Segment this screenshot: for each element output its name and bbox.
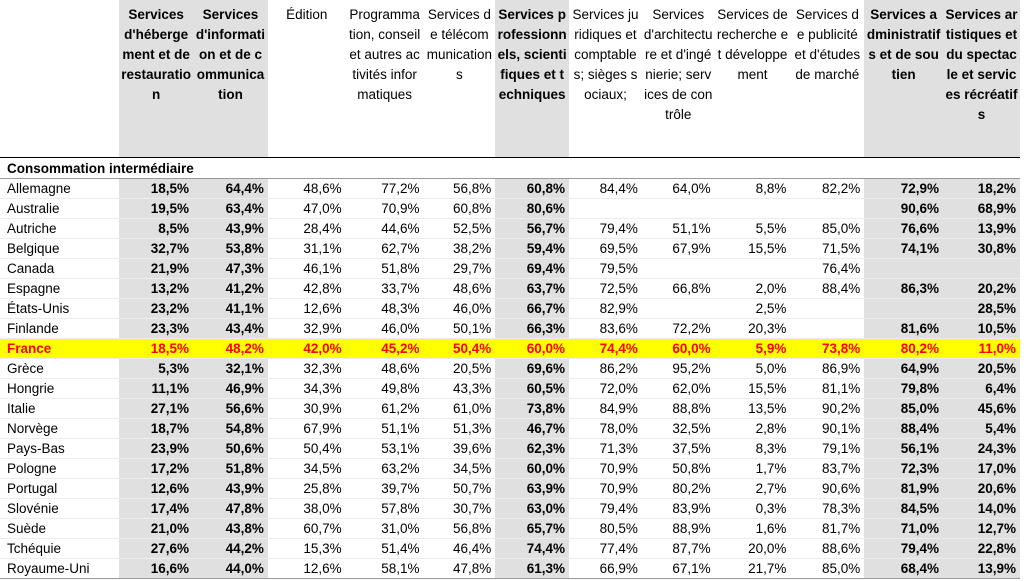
value-cell: 83,9% [642,499,715,519]
value-cell: 23,3% [119,319,193,339]
value-cell: 68,9% [943,199,1020,219]
value-cell: 5,5% [715,219,791,239]
value-cell: 2,5% [715,299,791,319]
table-row [0,299,1020,319]
value-cell: 20,2% [943,279,1020,299]
value-cell: 88,9% [642,519,715,539]
country-cell: Grèce [0,359,119,379]
value-cell: 53,8% [193,239,268,259]
table-row [0,339,1020,359]
country-cell: Slovénie [0,499,119,519]
country-cell: Pays-Bas [0,439,119,459]
value-cell: 47,0% [268,199,346,219]
value-cell: 13,5% [715,399,791,419]
value-cell: 43,8% [193,519,268,539]
value-cell: 60,0% [495,339,569,359]
table-row [0,359,1020,379]
value-cell: 70,9% [569,459,642,479]
table-row [0,519,1020,539]
table-row [0,479,1020,499]
value-cell: 15,3% [268,539,346,559]
table-row [0,459,1020,479]
value-cell: 62,7% [346,239,424,259]
value-cell: 22,8% [943,539,1020,559]
country-cell: Espagne [0,279,119,299]
value-cell: 64,0% [642,179,715,199]
value-cell: 20,0% [715,539,791,559]
value-cell: 88,8% [642,399,715,419]
value-cell: 72,9% [864,179,943,199]
value-cell: 30,8% [943,239,1020,259]
value-cell: 44,6% [346,219,424,239]
value-cell [642,299,715,319]
value-cell: 38,2% [424,239,496,259]
value-cell: 80,5% [569,519,642,539]
country-cell: Tchéquie [0,539,119,559]
country-cell: États-Unis [0,299,119,319]
table-row [0,559,1020,579]
value-cell: 32,9% [268,319,346,339]
value-cell: 72,0% [569,379,642,399]
value-cell: 63,7% [495,279,569,299]
value-cell: 86,3% [864,279,943,299]
value-cell: 60,7% [268,519,346,539]
value-cell: 46,7% [495,419,569,439]
value-cell: 46,4% [424,539,496,559]
value-cell: 10,5% [943,319,1020,339]
value-cell: 48,6% [268,179,346,199]
value-cell: 66,3% [495,319,569,339]
value-cell: 34,5% [424,459,496,479]
value-cell: 14,0% [943,499,1020,519]
value-cell: 60,0% [642,339,715,359]
value-cell: 5,9% [715,339,791,359]
value-cell: 66,8% [642,279,715,299]
value-cell: 64,4% [193,179,268,199]
value-cell: 50,6% [193,439,268,459]
value-cell: 15,5% [715,379,791,399]
value-cell: 8,8% [715,179,791,199]
country-cell: Pologne [0,459,119,479]
value-cell: 34,3% [268,379,346,399]
value-cell: 67,9% [268,419,346,439]
value-cell: 76,6% [864,219,943,239]
value-cell: 5,3% [119,359,193,379]
value-cell: 20,6% [943,479,1020,499]
value-cell: 60,0% [495,459,569,479]
value-cell: 49,8% [346,379,424,399]
value-cell: 90,1% [790,419,864,439]
value-cell: 59,4% [495,239,569,259]
country-cell: Portugal [0,479,119,499]
value-cell: 71,3% [569,439,642,459]
value-cell: 39,7% [346,479,424,499]
country-cell: Royaume-Uni [0,559,119,579]
value-cell: 50,7% [424,479,496,499]
table-row [0,499,1020,519]
value-cell: 56,8% [424,179,496,199]
value-cell: 72,3% [864,459,943,479]
value-cell: 37,5% [642,439,715,459]
value-cell: 54,8% [193,419,268,439]
value-cell: 29,7% [424,259,496,279]
value-cell: 85,0% [790,219,864,239]
column-header: Services de publicité et d'études de marché [794,7,861,82]
value-cell: 48,6% [424,279,496,299]
value-cell: 57,8% [346,499,424,519]
value-cell: 88,6% [790,539,864,559]
table-row [0,399,1020,419]
value-cell: 20,3% [715,319,791,339]
value-cell: 86,2% [569,359,642,379]
country-cell: Suède [0,519,119,539]
value-cell: 79,5% [569,259,642,279]
value-cell: 84,9% [569,399,642,419]
value-cell: 46,0% [346,319,424,339]
country-cell: Allemagne [0,179,119,199]
column-header: Services artistiques et du spectacle et services récréatifs [943,0,1020,158]
value-cell: 17,2% [119,459,193,479]
value-cell: 41,1% [193,299,268,319]
value-cell: 18,2% [943,179,1020,199]
value-cell: 63,9% [495,479,569,499]
value-cell: 31,0% [346,519,424,539]
value-cell: 21,0% [119,519,193,539]
value-cell: 43,9% [193,219,268,239]
value-cell: 51,1% [642,219,715,239]
country-cell: Canada [0,259,119,279]
value-cell: 23,2% [119,299,193,319]
value-cell: 20,5% [424,359,496,379]
column-header: Services d'information et de communication [193,0,268,158]
value-cell: 48,6% [346,359,424,379]
value-cell: 28,4% [268,219,346,239]
value-cell: 42,8% [268,279,346,299]
value-cell: 13,9% [943,559,1020,579]
value-cell: 25,8% [268,479,346,499]
value-cell: 17,4% [119,499,193,519]
value-cell: 28,5% [943,299,1020,319]
value-cell: 38,0% [268,499,346,519]
value-cell: 79,8% [864,379,943,399]
value-cell: 53,1% [346,439,424,459]
table-row [0,319,1020,339]
value-cell: 47,8% [193,499,268,519]
value-cell: 32,3% [268,359,346,379]
value-cell: 82,2% [790,179,864,199]
value-cell: 43,3% [424,379,496,399]
table-row [0,219,1020,239]
value-cell: 83,6% [569,319,642,339]
column-header: Services de télécommunications [426,7,493,82]
value-cell: 65,7% [495,519,569,539]
value-cell: 90,6% [790,479,864,499]
value-cell: 56,7% [495,219,569,239]
value-cell: 80,6% [495,199,569,219]
value-cell: 20,5% [943,359,1020,379]
value-cell: 47,3% [193,259,268,279]
column-header: Services de recherche et développement [716,7,789,82]
value-cell: 31,1% [268,239,346,259]
value-cell: 32,1% [193,359,268,379]
country-cell: Italie [0,399,119,419]
value-cell: 69,6% [495,359,569,379]
value-cell [790,319,864,339]
value-cell: 71,5% [790,239,864,259]
column-header: Services d'hébergement et de restauration [119,0,193,158]
value-cell: 0,3% [715,499,791,519]
value-cell: 72,5% [569,279,642,299]
value-cell: 81,1% [790,379,864,399]
value-cell: 77,4% [569,539,642,559]
value-cell: 56,8% [424,519,496,539]
value-cell: 23,9% [119,439,193,459]
value-cell: 67,1% [642,559,715,579]
value-cell: 79,4% [569,219,642,239]
value-cell: 32,7% [119,239,193,259]
value-cell: 24,3% [943,439,1020,459]
value-cell: 51,1% [346,419,424,439]
value-cell: 63,2% [346,459,424,479]
value-cell: 1,7% [715,459,791,479]
value-cell: 95,2% [642,359,715,379]
value-cell: 46,0% [424,299,496,319]
value-cell: 18,5% [119,179,193,199]
value-cell: 79,4% [864,539,943,559]
value-cell: 76,4% [790,259,864,279]
value-cell: 50,4% [268,439,346,459]
value-cell: 19,5% [119,199,193,219]
value-cell: 34,5% [268,459,346,479]
value-cell: 27,6% [119,539,193,559]
value-cell: 84,4% [569,179,642,199]
value-cell [864,299,943,319]
value-cell: 64,9% [864,359,943,379]
value-cell: 62,3% [495,439,569,459]
country-cell: France [0,339,119,359]
value-cell: 85,0% [864,399,943,419]
value-cell: 74,4% [569,339,642,359]
value-cell: 21,7% [715,559,791,579]
value-cell [715,259,791,279]
value-cell: 12,6% [268,559,346,579]
value-cell: 12,6% [268,299,346,319]
value-cell: 50,1% [424,319,496,339]
country-cell: Autriche [0,219,119,239]
value-cell: 69,5% [569,239,642,259]
value-cell: 80,2% [642,479,715,499]
value-cell: 12,6% [119,479,193,499]
table-row [0,179,1020,199]
value-cell [642,199,715,219]
value-cell: 86,9% [790,359,864,379]
value-cell: 70,9% [569,479,642,499]
value-cell: 41,2% [193,279,268,299]
value-cell: 80,2% [864,339,943,359]
value-cell: 42,0% [268,339,346,359]
value-cell: 60,8% [424,199,496,219]
value-cell [790,199,864,219]
value-cell: 67,9% [642,239,715,259]
value-cell: 60,8% [495,179,569,199]
column-header: Services professionnels, scientifiques et techniques [495,0,569,158]
value-cell: 18,7% [119,419,193,439]
value-cell: 5,0% [715,359,791,379]
value-cell: 81,6% [864,319,943,339]
table-row [0,239,1020,259]
value-cell: 66,7% [495,299,569,319]
value-cell: 74,4% [495,539,569,559]
value-cell [943,259,1020,279]
value-cell: 51,3% [424,419,496,439]
value-cell [864,259,943,279]
value-cell: 82,9% [569,299,642,319]
value-cell: 51,4% [346,539,424,559]
value-cell: 63,0% [495,499,569,519]
value-cell: 44,2% [193,539,268,559]
table-row [0,439,1020,459]
value-cell: 45,2% [346,339,424,359]
value-cell: 30,9% [268,399,346,419]
value-cell: 32,5% [642,419,715,439]
value-cell: 44,0% [193,559,268,579]
column-header: Programmation, conseil et autres activités informatiques [348,7,421,102]
value-cell: 45,6% [943,399,1020,419]
value-cell: 70,9% [346,199,424,219]
value-cell: 79,1% [790,439,864,459]
value-cell: 69,4% [495,259,569,279]
country-cell: Finlande [0,319,119,339]
value-cell: 52,5% [424,219,496,239]
table-row [0,419,1020,439]
section-row [0,158,1020,179]
value-cell: 48,3% [346,299,424,319]
value-cell: 78,0% [569,419,642,439]
value-cell: 81,9% [864,479,943,499]
country-cell: Norvège [0,419,119,439]
value-cell: 8,3% [715,439,791,459]
country-cell: Hongrie [0,379,119,399]
table-row [0,379,1020,399]
value-cell: 77,2% [346,179,424,199]
value-cell: 5,4% [943,419,1020,439]
value-cell: 18,5% [119,339,193,359]
column-header: Services d'architecture et d'ingénierie; services de contrôle [643,7,713,122]
value-cell: 27,1% [119,399,193,419]
value-cell: 46,9% [193,379,268,399]
country-cell: Australie [0,199,119,219]
value-cell: 72,2% [642,319,715,339]
value-cell: 85,0% [790,559,864,579]
value-cell: 43,4% [193,319,268,339]
corner-header [0,0,119,158]
country-cell: Belgique [0,239,119,259]
value-cell [569,199,642,219]
value-cell [790,299,864,319]
value-cell: 61,0% [424,399,496,419]
value-cell: 11,1% [119,379,193,399]
value-cell: 2,8% [715,419,791,439]
value-cell: 68,4% [864,559,943,579]
value-cell: 87,7% [642,539,715,559]
column-header: Services administratifs et de soutien [864,0,943,158]
table-row [0,539,1020,559]
value-cell: 11,0% [943,339,1020,359]
value-cell: 63,4% [193,199,268,219]
value-cell: 48,2% [193,339,268,359]
value-cell: 16,6% [119,559,193,579]
value-cell: 39,6% [424,439,496,459]
value-cell: 8,5% [119,219,193,239]
value-cell: 73,8% [495,399,569,419]
value-cell: 61,2% [346,399,424,419]
value-cell: 50,8% [642,459,715,479]
value-cell: 88,4% [864,419,943,439]
value-cell: 6,4% [943,379,1020,399]
value-cell: 56,1% [864,439,943,459]
value-cell: 84,5% [864,499,943,519]
value-cell: 47,8% [424,559,496,579]
value-cell: 66,9% [569,559,642,579]
value-cell: 2,7% [715,479,791,499]
value-cell: 56,6% [193,399,268,419]
value-cell [642,259,715,279]
value-cell: 90,2% [790,399,864,419]
section-title: Consommation intermédiaire [0,158,1020,179]
value-cell: 78,3% [790,499,864,519]
value-cell: 61,3% [495,559,569,579]
value-cell: 50,4% [424,339,496,359]
value-cell: 51,8% [193,459,268,479]
value-cell: 90,6% [864,199,943,219]
value-cell: 83,7% [790,459,864,479]
value-cell: 13,9% [943,219,1020,239]
value-cell: 71,0% [864,519,943,539]
value-cell [715,199,791,219]
value-cell: 33,7% [346,279,424,299]
value-cell: 1,6% [715,519,791,539]
table-row [0,199,1020,219]
value-cell: 88,4% [790,279,864,299]
value-cell: 21,9% [119,259,193,279]
value-cell: 74,1% [864,239,943,259]
value-cell: 12,7% [943,519,1020,539]
value-cell: 73,8% [790,339,864,359]
column-header: Édition [286,7,328,22]
table-row [0,259,1020,279]
value-cell: 43,9% [193,479,268,499]
value-cell: 15,5% [715,239,791,259]
value-cell: 79,4% [569,499,642,519]
table-row [0,279,1020,299]
value-cell: 17,0% [943,459,1020,479]
value-cell: 58,1% [346,559,424,579]
value-cell: 13,2% [119,279,193,299]
value-cell: 46,1% [268,259,346,279]
value-cell: 30,7% [424,499,496,519]
column-header-row [0,0,1020,158]
value-cell: 60,5% [495,379,569,399]
value-cell: 62,0% [642,379,715,399]
column-header: Services juridiques et comptables; sièges sociaux; [572,7,639,102]
value-cell: 81,7% [790,519,864,539]
value-cell: 2,0% [715,279,791,299]
value-cell: 51,8% [346,259,424,279]
